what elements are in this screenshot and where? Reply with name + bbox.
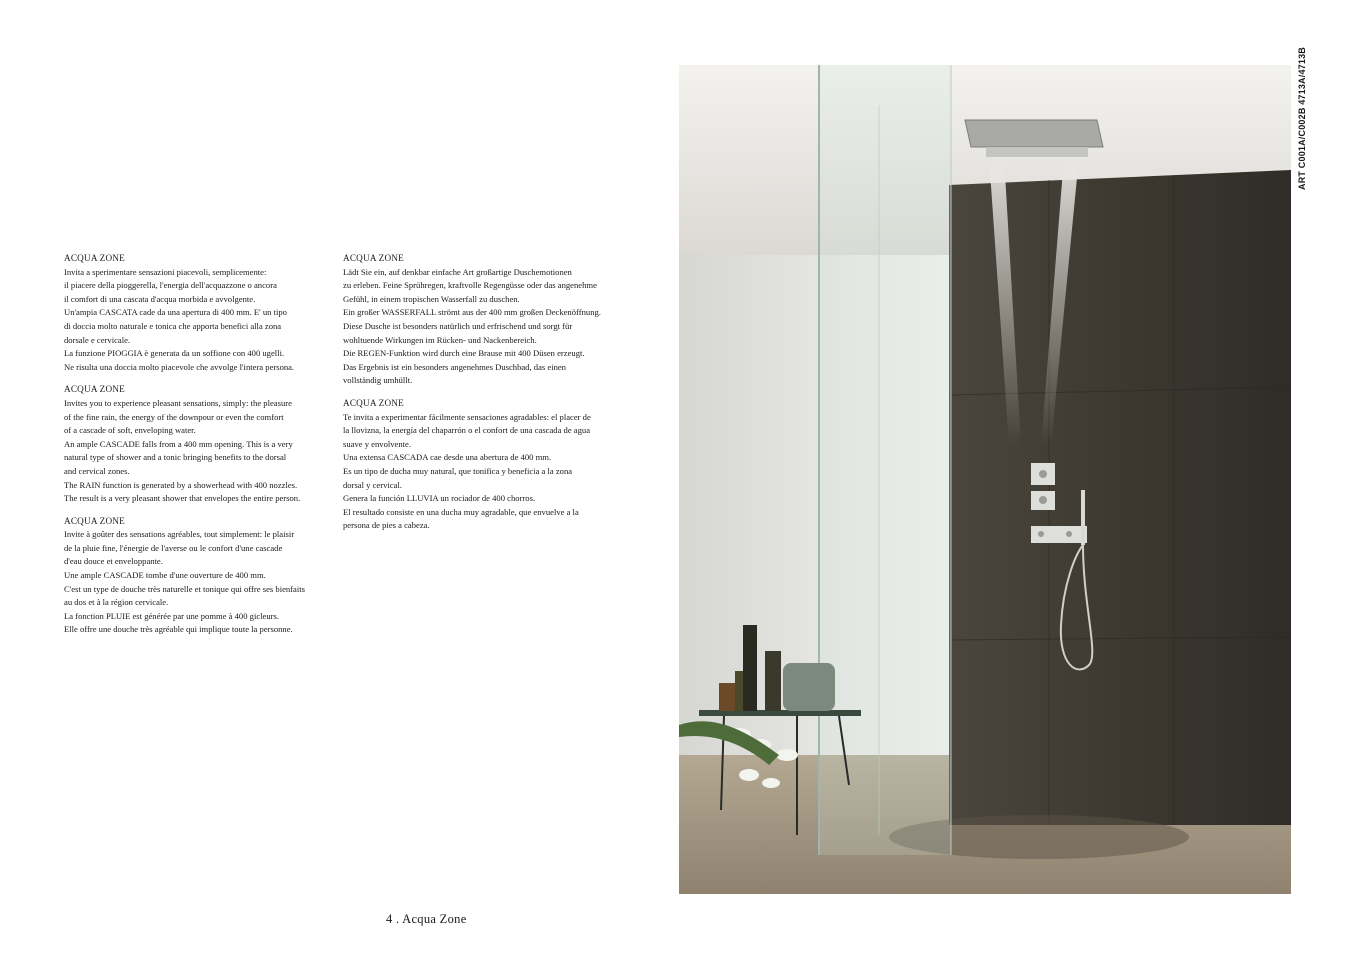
control-knob-shape: [1038, 531, 1044, 537]
section-english: [64, 383, 339, 505]
control-knob-shape: [1039, 496, 1047, 504]
bottle-shape: [765, 651, 781, 711]
section-body: Invite à goûter des sensations agréables, tout simplement: le plaisir de la pluie fine, l'énergie de l'averse ou le confort d'une cascade d'eau douce et enveloppante. Une ample CASCADE tombe d'une ouverture de 400 mm. C'est un type de douche très naturelle et tonique qui offre ses bienfaits au dos et à la région cervicale. La fonction PLUIE est générée par une pomme à 400 gicleurs. Elle offre une douche très agréable qui implique toute la personne.: [64, 529, 305, 635]
section-heading: ACQUA ZONE: [64, 515, 125, 526]
hand-shower-shape: [1081, 490, 1085, 545]
section-heading: ACQUA ZONE: [64, 384, 125, 395]
showerhead-shape: [965, 120, 1103, 147]
bottle-shape: [719, 683, 737, 711]
bottle-shape: [743, 625, 757, 711]
text-column-left: [64, 252, 339, 646]
folded-towel-shape: [783, 663, 835, 711]
section-heading: ACQUA ZONE: [64, 253, 125, 263]
control-knob-shape: [1066, 531, 1072, 537]
section-heading: ACQUA ZONE: [343, 397, 404, 408]
shower-photo: [679, 65, 1291, 894]
text-column-right: [343, 252, 618, 542]
section-italian: [64, 252, 339, 374]
section-heading: ACQUA ZONE: [343, 253, 404, 263]
section-body: Invites you to experience pleasant sensations, simply: the pleasure of the fine rain, the energy of the downpour or even the comfort of a cascade of soft, enveloping water. An ample CASCADE falls from a 400 mm opening. This is a very natural type of shower and a tonic bringing benefits to the dorsal and cervical zones. The RAIN function is generated by a showerhead with 400 nozzles. The result is a very pleasant shower that envelopes the entire person.: [64, 397, 301, 504]
section-spanish: [343, 397, 618, 533]
section-body: Invita a sperimentare sensazioni piacevoli, semplicemente: il piacere della pioggerella, l'energia dell'acquazzone o ancora il comfort di una cascata d'acqua morbida e avvolgente. Un'ampia CASCATA cade da una apertura di 400 mm. E' un tipo di doccia molto naturale e tonica che apporta benefici alla zona dorsale e cervicale. La funzione PIOGGIA è generata da un soffione con 400 ugelli. Ne risulta una doccia molto piacevole che avvolge l'intera persona.: [64, 266, 295, 372]
section-body: Lädt Sie ein, auf denkbar einfache Art großartige Duschemotionen zu erleben. Feine Sprühregen, kraftvolle Regengüsse oder das angenehme Gefühl, in einem tropischen Wasserfall zu duschen. Ein großer WASSERFALL strömt aus der 400 mm großen Deckenöffnung. Diese Dusche ist besonders natürlich und erfrischend und sorgt für wohltuende Wirkungen im Rücken- und Nackenbereich. Die REGEN-Funktion wird durch eine Brause mit 400 Düsen erzeugt. Das Ergebnis ist ein besonders angenehmes Duschbad, das einen vollständig umhüllt.: [343, 266, 601, 386]
glass-panel-shape: [819, 65, 951, 855]
product-code-label: ART C001A/C002B 4713A/4713B: [1297, 47, 1307, 190]
page-footer: 4 . Acqua Zone: [386, 912, 467, 926]
control-knob-shape: [1039, 470, 1047, 478]
section-french: [64, 515, 339, 637]
section-german: [343, 252, 618, 388]
section-body: Te invita a experimentar fácilmente sensaciones agradables: el placer de la llovizna, la energía del chaparrón o el confort de una cascada de agua suave y envolvente. Una extensa CASCADA cae desde una abertura de 400 mm. Es un tipo de ducha muy natural, que tonifica y beneficia a la zona dorsal y cervical. Genera la función LLUVIA un rociador de 400 chorros. El resultado consiste en una ducha muy agradable, que envuelve a la persona de pies a cabeza.: [343, 411, 591, 531]
cascade-outlet-shape: [986, 147, 1088, 157]
